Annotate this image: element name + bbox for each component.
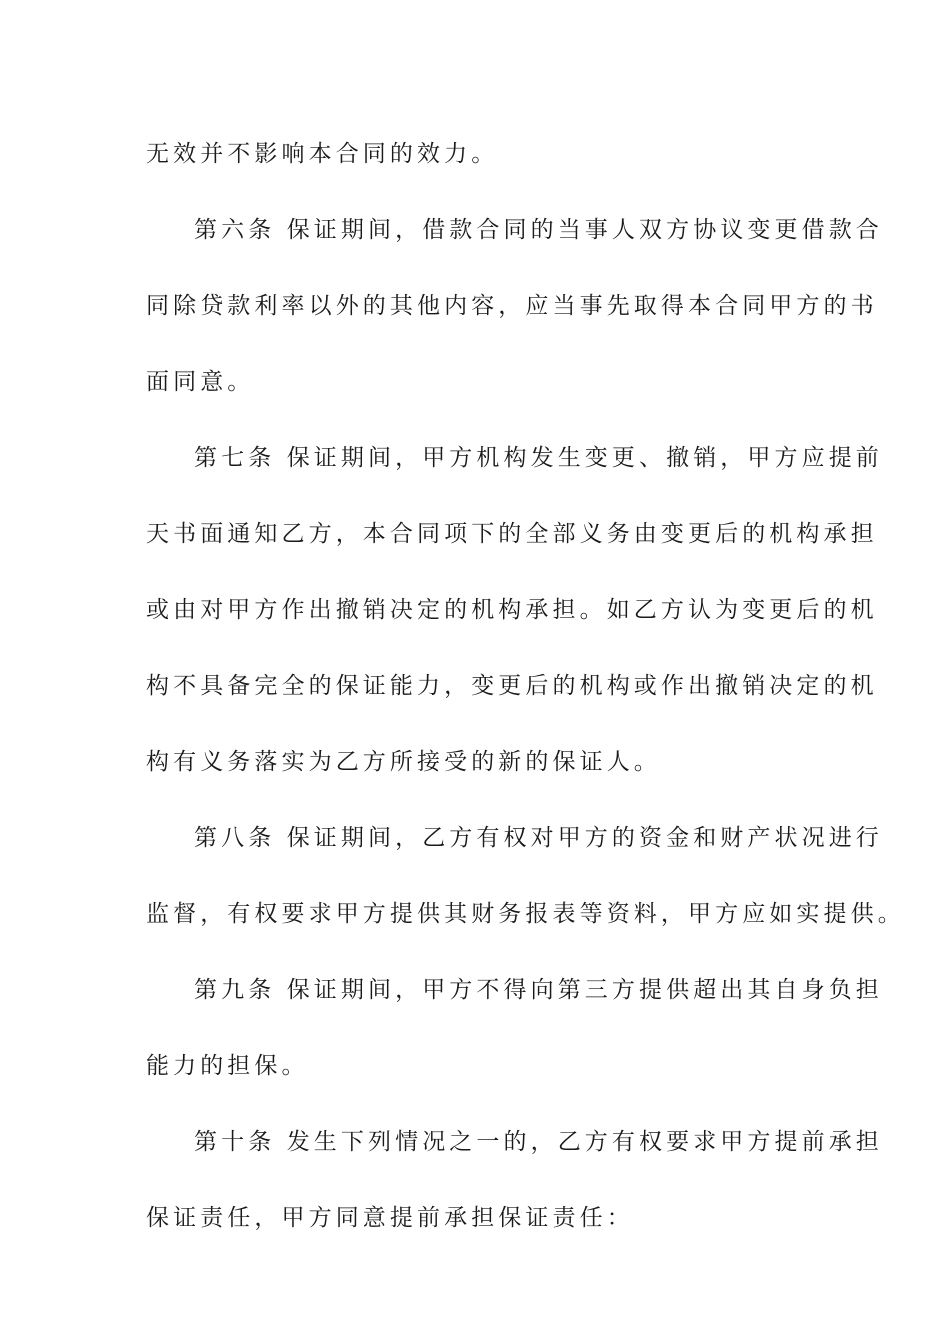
clause-10-line-1: 第十条 发生下列情况之一的，乙方有权要求甲方提前承担 (194, 1129, 883, 1155)
clause-8-line-1: 第八条 保证期间，乙方有权对甲方的资金和财产状况进行 (194, 825, 883, 851)
clause-7-line-5: 构有义务落实为乙方所接受的新的保证人。 (146, 749, 661, 775)
text-line-continuation: 无效并不影响本合同的效力。 (146, 141, 499, 167)
clause-7-line-2: 天书面通知乙方，本合同项下的全部义务由变更后的机构承担 (146, 521, 878, 547)
clause-7-line-3: 或由对甲方作出撤销决定的机构承担。如乙方认为变更后的机 (146, 597, 878, 623)
clause-7-line-4: 构不具备完全的保证能力，变更后的机构或作出撤销决定的机 (146, 673, 878, 699)
clause-8-line-2: 监督，有权要求甲方提供其财务报表等资料，甲方应如实提供。 (146, 901, 905, 927)
clause-6-line-2: 同除贷款利率以外的其他内容，应当事先取得本合同甲方的书 (146, 293, 878, 319)
document-body (146, 130, 905, 1270)
clause-9-line-1: 第九条 保证期间，甲方不得向第三方提供超出其自身负担 (194, 977, 883, 1003)
clause-10-line-2: 保证责任，甲方同意提前承担保证责任： (146, 1205, 634, 1231)
clause-9-line-2: 能力的担保。 (146, 1053, 309, 1079)
clause-6-line-3: 面同意。 (146, 369, 255, 395)
clause-7-line-1: 第七条 保证期间，甲方机构发生变更、撤销，甲方应提前 (194, 445, 883, 471)
clause-6-line-1: 第六条 保证期间，借款合同的当事人双方协议变更借款合 (194, 217, 883, 243)
